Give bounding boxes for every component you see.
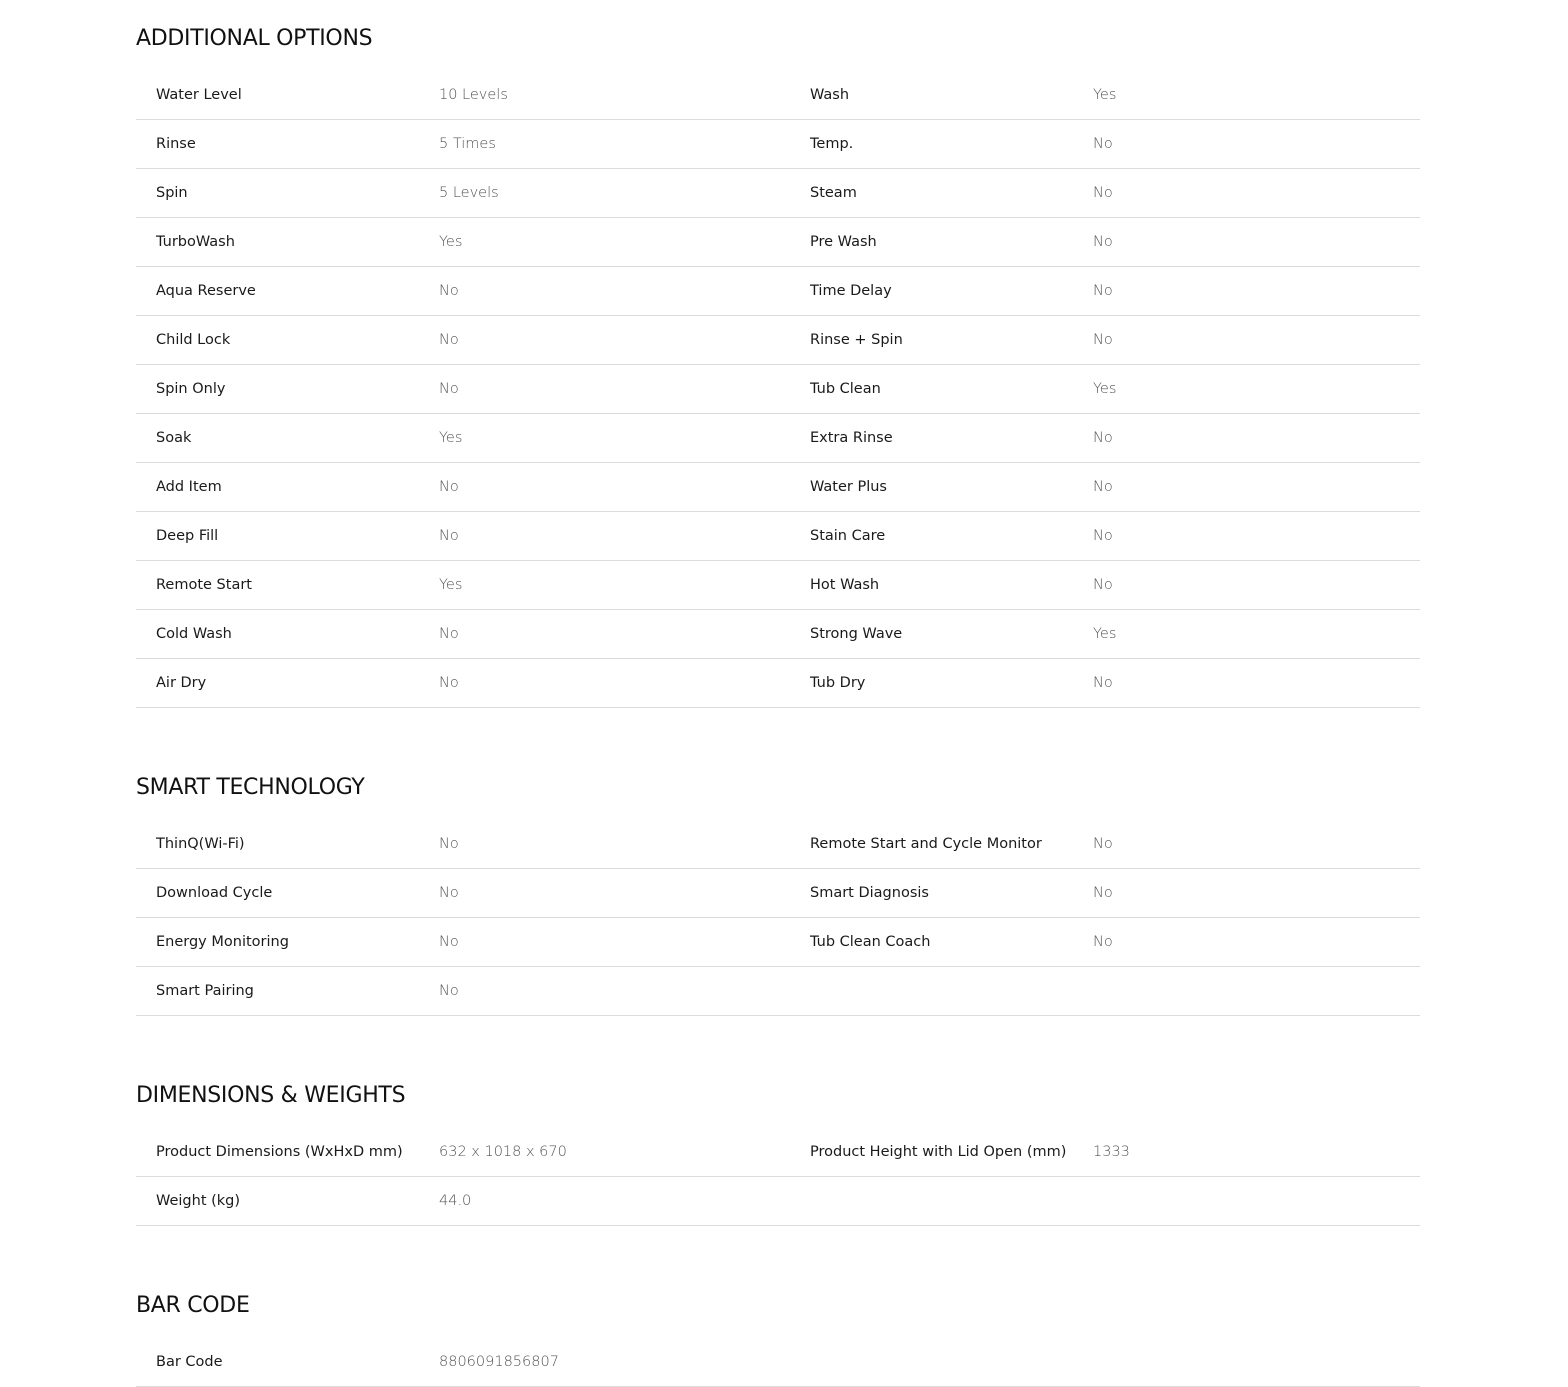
- spec-value: 10 Levels: [439, 87, 508, 103]
- table-row: [136, 267, 1420, 316]
- spec-label: Tub Clean Coach: [810, 934, 931, 950]
- spec-label: Tub Dry: [810, 675, 866, 691]
- table-row: [136, 71, 1420, 120]
- spec-label: Deep Fill: [156, 528, 219, 544]
- section-bar-code: [136, 1294, 1420, 1387]
- section-smart-technology: [136, 776, 1420, 1016]
- spec-table: [136, 820, 1420, 1016]
- spec-value: 5 Times: [439, 136, 496, 152]
- spec-label: Rinse + Spin: [810, 332, 903, 348]
- spec-label: Air Dry: [156, 675, 207, 691]
- spec-value: No: [1093, 836, 1113, 852]
- spec-label: TurboWash: [156, 234, 235, 250]
- spec-value: No: [439, 983, 459, 999]
- spec-value: No: [439, 381, 459, 397]
- table-row: [136, 869, 1420, 918]
- table-row: [136, 610, 1420, 659]
- spec-value: No: [1093, 136, 1113, 152]
- spec-value: No: [439, 675, 459, 691]
- table-row: [136, 918, 1420, 967]
- spec-value: No: [439, 626, 459, 642]
- table-row: [136, 1177, 1420, 1226]
- spec-table: [136, 1128, 1420, 1226]
- spec-value: No: [439, 934, 459, 950]
- spec-table: [136, 71, 1420, 708]
- table-row: [136, 169, 1420, 218]
- table-row: [136, 414, 1420, 463]
- section-dimensions-weights: [136, 1084, 1420, 1226]
- spec-table: [136, 1338, 1420, 1387]
- spec-value: No: [439, 332, 459, 348]
- spec-value: No: [1093, 934, 1113, 950]
- spec-label: Energy Monitoring: [156, 934, 289, 950]
- spec-value: No: [439, 836, 459, 852]
- spec-label: Smart Diagnosis: [810, 885, 929, 901]
- spec-value: No: [1093, 675, 1113, 691]
- spec-label: Add Item: [156, 479, 222, 495]
- spec-label: Wash: [810, 87, 850, 103]
- section-additional-options: [136, 27, 1420, 708]
- spec-label: Extra Rinse: [810, 430, 893, 446]
- spec-value: No: [1093, 430, 1113, 446]
- spec-label: ThinQ(Wi-Fi): [156, 836, 245, 852]
- spec-label: Water Level: [156, 87, 242, 103]
- spec-value: Yes: [439, 577, 463, 593]
- spec-label: Download Cycle: [156, 885, 273, 901]
- section-title: DIMENSIONS & WEIGHTS: [136, 1083, 406, 1108]
- table-row: [136, 1128, 1420, 1177]
- spec-label: Rinse: [156, 136, 196, 152]
- spec-label: Product Height with Lid Open (mm): [810, 1144, 1067, 1160]
- spec-label: Water Plus: [810, 479, 887, 495]
- table-row: [136, 659, 1420, 708]
- table-row: [136, 820, 1420, 869]
- spec-value: Yes: [1093, 381, 1117, 397]
- spec-label: Remote Start and Cycle Monitor: [810, 836, 1042, 852]
- spec-label: Remote Start: [156, 577, 252, 593]
- table-row: [136, 120, 1420, 169]
- spec-label: Spin: [156, 185, 188, 201]
- spec-value: No: [439, 283, 459, 299]
- section-title: SMART TECHNOLOGY: [136, 775, 365, 800]
- spec-value: 8806091856807: [439, 1354, 559, 1370]
- spec-value: 1333: [1093, 1144, 1130, 1160]
- spec-value: No: [439, 885, 459, 901]
- spec-value: No: [1093, 528, 1113, 544]
- spec-label: Spin Only: [156, 381, 226, 397]
- spec-label: Steam: [810, 185, 857, 201]
- spec-value: 632 x 1018 x 670: [439, 1144, 567, 1160]
- spec-value: No: [1093, 479, 1113, 495]
- spec-value: Yes: [439, 234, 463, 250]
- spec-label: Pre Wash: [810, 234, 877, 250]
- spec-label: Stain Care: [810, 528, 886, 544]
- spec-label: Cold Wash: [156, 626, 232, 642]
- spec-label: Temp.: [810, 136, 854, 152]
- table-row: [136, 365, 1420, 414]
- spec-label: Bar Code: [156, 1354, 223, 1370]
- table-row: [136, 316, 1420, 365]
- spec-value: No: [1093, 185, 1113, 201]
- spec-label: Weight (kg): [156, 1193, 241, 1209]
- spec-label: Strong Wave: [810, 626, 903, 642]
- table-row: [136, 218, 1420, 267]
- spec-value: Yes: [1093, 87, 1117, 103]
- spec-label: Child Lock: [156, 332, 231, 348]
- spec-label: Hot Wash: [810, 577, 880, 593]
- spec-label: Tub Clean: [810, 381, 881, 397]
- spec-value: 5 Levels: [439, 185, 499, 201]
- spec-value: No: [1093, 885, 1113, 901]
- section-title: ADDITIONAL OPTIONS: [136, 26, 373, 51]
- table-row: [136, 512, 1420, 561]
- spec-page: [136, 0, 1420, 1387]
- spec-value: 44.0: [439, 1193, 472, 1209]
- table-row: [136, 1338, 1420, 1387]
- table-row: [136, 967, 1420, 1016]
- spec-value: No: [1093, 332, 1113, 348]
- spec-value: No: [439, 528, 459, 544]
- spec-value: Yes: [439, 430, 463, 446]
- spec-value: No: [439, 479, 459, 495]
- spec-label: Product Dimensions (WxHxD mm): [156, 1144, 403, 1160]
- spec-label: Time Delay: [810, 283, 892, 299]
- table-row: [136, 561, 1420, 610]
- spec-value: No: [1093, 283, 1113, 299]
- table-row: [136, 463, 1420, 512]
- spec-label: Smart Pairing: [156, 983, 254, 999]
- spec-label: Soak: [156, 430, 192, 446]
- spec-value: No: [1093, 577, 1113, 593]
- spec-value: No: [1093, 234, 1113, 250]
- section-title: BAR CODE: [136, 1293, 250, 1318]
- spec-label: Aqua Reserve: [156, 283, 256, 299]
- spec-value: Yes: [1093, 626, 1117, 642]
